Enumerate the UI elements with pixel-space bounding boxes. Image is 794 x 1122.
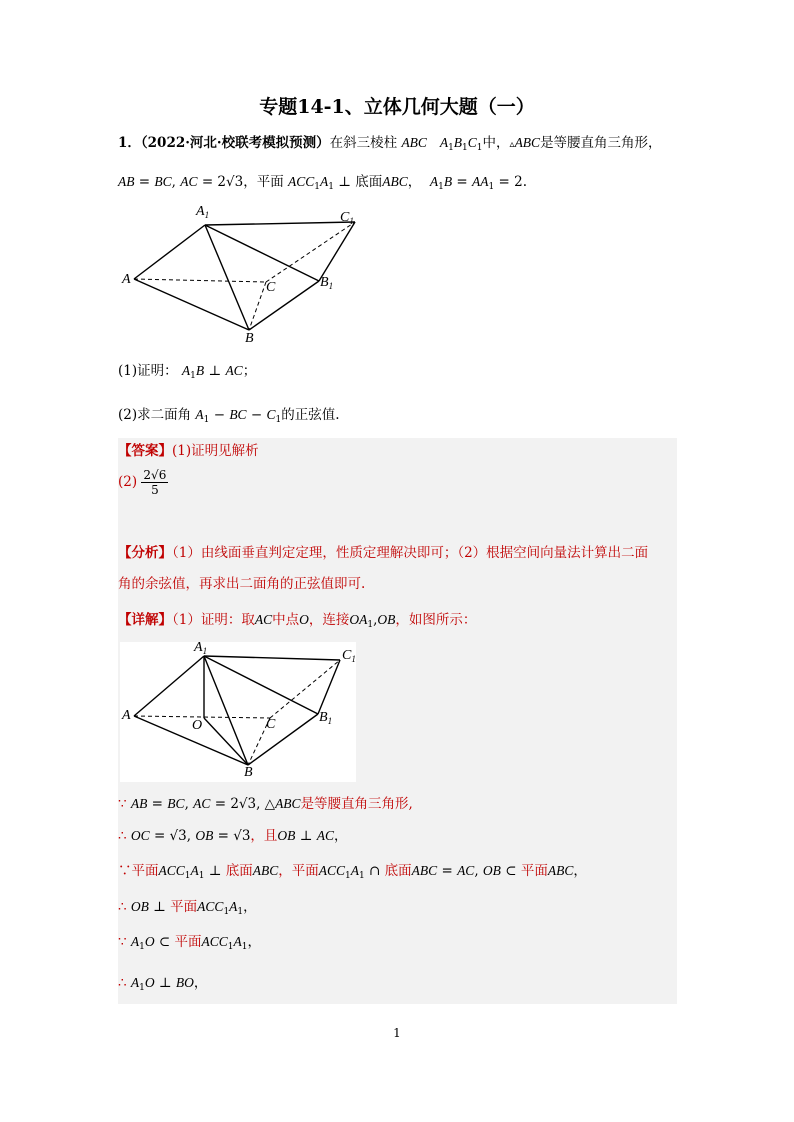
analysis-line-2: 角的余弦值，再求出二面角的正弦值即可. — [118, 576, 366, 592]
sub-question-2: (2)求二面角 $A_1$ − BC − $C_1$的正弦值. — [118, 407, 340, 425]
problem-number: 1． — [118, 135, 141, 151]
answer-line-1: 【答案】(1)证明见解析 — [118, 443, 259, 459]
step-4: ∴ OB ⊥ 平面$ACC_1A_1$， — [118, 899, 257, 917]
label-B1: $B_1$ — [320, 275, 334, 291]
prism-figure-1 — [118, 200, 368, 350]
answer-tag: 【答案】 — [118, 443, 172, 459]
sub-question-1: (1)证明： $A_1B$ ⊥ AC； — [118, 363, 257, 381]
answer-fraction: $\frac{2√6}{5}$ — [143, 468, 167, 497]
label2-B: B — [244, 765, 253, 780]
problem-line-2: AB = BC, AC = 2√3，平面 $ACC_1A_1$ ⊥ 底面ABC， $A_1B = AA_1 = 2$. — [118, 174, 528, 192]
problem-source: （2022·河北·校联考模拟预测） — [140, 135, 330, 151]
step-5: ∵ $A_1O$ ⊂ 平面$ACC_1A_1$， — [118, 934, 262, 952]
label-A1: $A_1$ — [196, 204, 210, 220]
label-B: B — [245, 331, 254, 346]
label2-C: C — [266, 717, 276, 732]
step-3: ∵平面$ACC_1A_1$ ⊥ 底面ABC，平面$ACC_1A_1$ ∩ 底面ABC = AC, OB ⊂ 平面ABC， — [118, 863, 587, 881]
prism-figure-2 — [120, 642, 356, 782]
label-C1: $C_1$ — [340, 210, 354, 226]
label2-A1: $A_1$ — [194, 640, 208, 656]
label2-A: A — [122, 708, 131, 723]
label2-O: O — [192, 718, 203, 733]
step-1: ∵ AB = BC, AC = 2√3, △ABC是等腰直角三角形, — [118, 796, 413, 812]
analysis-tag: 【分析】 — [118, 545, 172, 561]
page-title: 专题14-1、立体几何大题（一） — [259, 96, 535, 118]
analysis-line-1: 【分析】（1）由线面垂直判定定理，性质定理解决即可；（2）根据空间向量法计算出二面 — [118, 545, 649, 561]
label-A: A — [122, 272, 131, 287]
label2-C1: $C_1$ — [342, 648, 356, 664]
step-6: ∴ $A_1O$ ⊥ BO， — [118, 975, 208, 993]
step-2: ∴ OC = √3, OB = √3，且OB ⊥ AC， — [118, 828, 348, 844]
detail-tag: 【详解】 — [118, 612, 172, 628]
answer-line-2: (2) $\frac{2√6}{5}$ — [118, 468, 167, 497]
page-number: 1 — [393, 1026, 401, 1040]
label-C: C — [266, 280, 276, 295]
detail-line: 【详解】（1）证明：取AC中点O，连接$OA_1,OB$，如图所示： — [118, 612, 477, 630]
label2-B1: $B_1$ — [319, 710, 333, 726]
problem-line-1: 1．（2022·河北·校联考模拟预测）在斜三棱柱 ABC $A_1B_1C_1$中，▵ABC是等腰直角三角形， — [118, 135, 662, 153]
